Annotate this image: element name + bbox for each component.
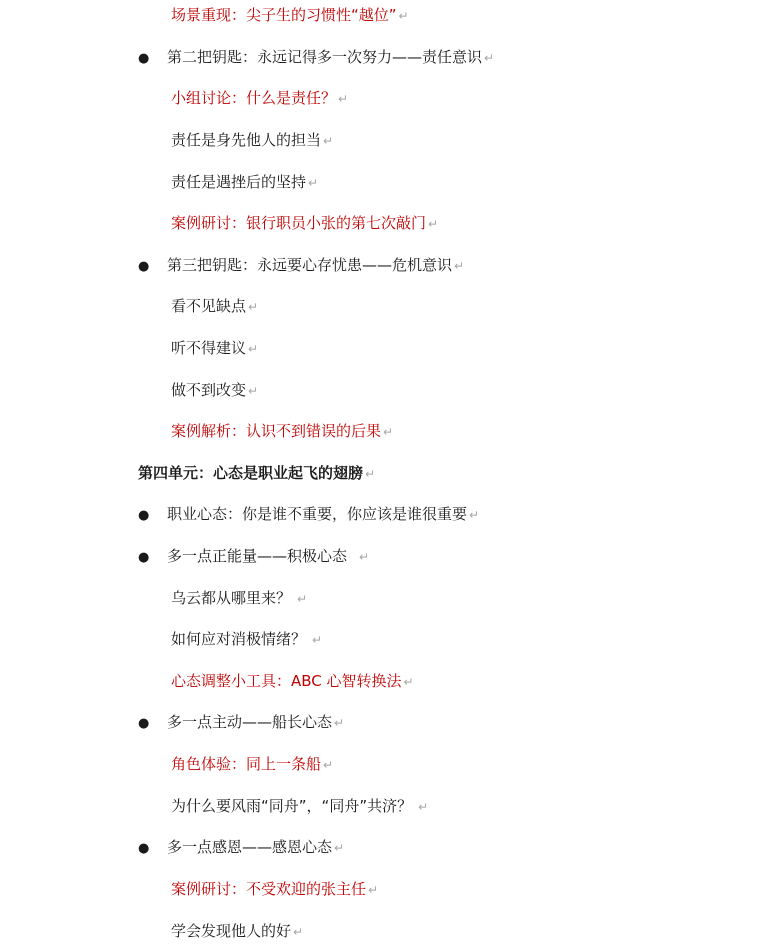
line-text: 做不到改变 xyxy=(171,381,247,399)
paragraph-mark-icon: ↵ xyxy=(403,675,414,689)
positive-line-1 xyxy=(171,587,307,609)
bullet-item-captain-mindset xyxy=(138,711,344,733)
crisis-line-2 xyxy=(171,337,258,359)
line-text: 多一点主动——船长心态 xyxy=(167,713,333,731)
line-text: 案例研讨：银行职员小张的第七次敲门 xyxy=(171,214,427,232)
bullet-icon: ● xyxy=(138,841,150,856)
paragraph-mark-icon: ↵ xyxy=(398,9,409,23)
line-text: 第三把钥匙：永远要心存忧患——危机意识 xyxy=(167,256,453,274)
paragraph-mark-icon: ↵ xyxy=(484,51,495,65)
paragraph-mark-icon: ↵ xyxy=(454,259,465,273)
bullet-item-second-key xyxy=(138,46,494,68)
crisis-line-1 xyxy=(171,295,258,317)
case-analysis-line xyxy=(171,420,393,442)
paragraph-mark-icon: ↵ xyxy=(248,300,259,314)
paragraph-mark-icon: ↵ xyxy=(428,217,439,231)
line-text: 场景重现：尖子生的习惯性“越位” xyxy=(171,6,397,24)
paragraph-mark-icon: ↵ xyxy=(338,92,349,106)
bullet-icon: ● xyxy=(138,51,150,66)
line-text: 看不见缺点 xyxy=(171,297,247,315)
bullet-icon: ● xyxy=(138,259,150,274)
line-text: 案例研讨：不受欢迎的张主任 xyxy=(171,880,367,898)
paragraph-mark-icon: ↵ xyxy=(359,550,370,564)
paragraph-mark-icon: ↵ xyxy=(312,633,323,647)
bullet-icon: ● xyxy=(138,508,150,523)
same-boat-line xyxy=(171,795,428,817)
paragraph-mark-icon: ↵ xyxy=(248,342,259,356)
positive-line-2 xyxy=(171,628,322,650)
bullet-item-career-mindset xyxy=(138,503,479,525)
bullet-item-positive-energy xyxy=(138,545,369,567)
paragraph-mark-icon: ↵ xyxy=(248,384,259,398)
line-text: 为什么要风雨“同舟”，“同舟”共济？ xyxy=(171,797,413,815)
responsibility-line-2 xyxy=(171,171,318,193)
scene-reenactment-line xyxy=(171,4,409,26)
bullet-icon: ● xyxy=(138,716,150,731)
line-text: 多一点正能量——积极心态 xyxy=(167,547,348,565)
bullet-item-third-key xyxy=(138,254,464,276)
gratitude-line-1 xyxy=(171,920,303,942)
paragraph-mark-icon: ↵ xyxy=(334,716,345,730)
line-text: 第二把钥匙：永远记得多一次努力——责任意识 xyxy=(167,48,483,66)
line-text: 角色体验：同上一条船 xyxy=(171,755,322,773)
paragraph-mark-icon: ↵ xyxy=(297,592,308,606)
paragraph-mark-icon: ↵ xyxy=(368,883,379,897)
case-study-line-2 xyxy=(171,878,378,900)
responsibility-line-1 xyxy=(171,129,333,151)
line-text: 乌云都从哪里来？ xyxy=(171,589,292,607)
paragraph-mark-icon: ↵ xyxy=(469,508,480,522)
paragraph-mark-icon: ↵ xyxy=(418,800,429,814)
line-text: 听不得建议 xyxy=(171,339,247,357)
paragraph-mark-icon: ↵ xyxy=(308,176,319,190)
line-text: 心态调整小工具：ABC 心智转换法 xyxy=(171,672,402,690)
line-text: 多一点感恩——感恩心态 xyxy=(167,838,333,856)
paragraph-mark-icon: ↵ xyxy=(365,467,376,481)
line-text: 责任是身先他人的担当 xyxy=(171,131,322,149)
bullet-icon: ● xyxy=(138,550,150,565)
unit-four-heading xyxy=(138,462,375,484)
paragraph-mark-icon: ↵ xyxy=(323,134,334,148)
crisis-line-3 xyxy=(171,379,258,401)
paragraph-mark-icon: ↵ xyxy=(383,425,394,439)
role-experience-line xyxy=(171,753,333,775)
line-text: 案例解析：认识不到错误的后果 xyxy=(171,422,382,440)
paragraph-mark-icon: ↵ xyxy=(323,758,334,772)
line-text: 责任是遇挫后的坚持 xyxy=(171,173,307,191)
mindset-tool-line xyxy=(171,670,414,692)
line-text: 职业心态：你是谁不重要，你应该是谁很重要 xyxy=(167,505,468,523)
paragraph-mark-icon: ↵ xyxy=(334,841,345,855)
line-text: 学会发现他人的好 xyxy=(171,922,292,940)
line-text: 如何应对消极情绪？ xyxy=(171,630,307,648)
group-discussion-line xyxy=(171,87,348,109)
bullet-item-gratitude-mindset xyxy=(138,836,344,858)
line-text: 小组讨论：什么是责任？ xyxy=(171,89,337,107)
heading-text: 第四单元：心态是职业起飞的翅膀 xyxy=(138,464,364,482)
paragraph-mark-icon: ↵ xyxy=(293,925,304,939)
case-study-line-1 xyxy=(171,212,438,234)
